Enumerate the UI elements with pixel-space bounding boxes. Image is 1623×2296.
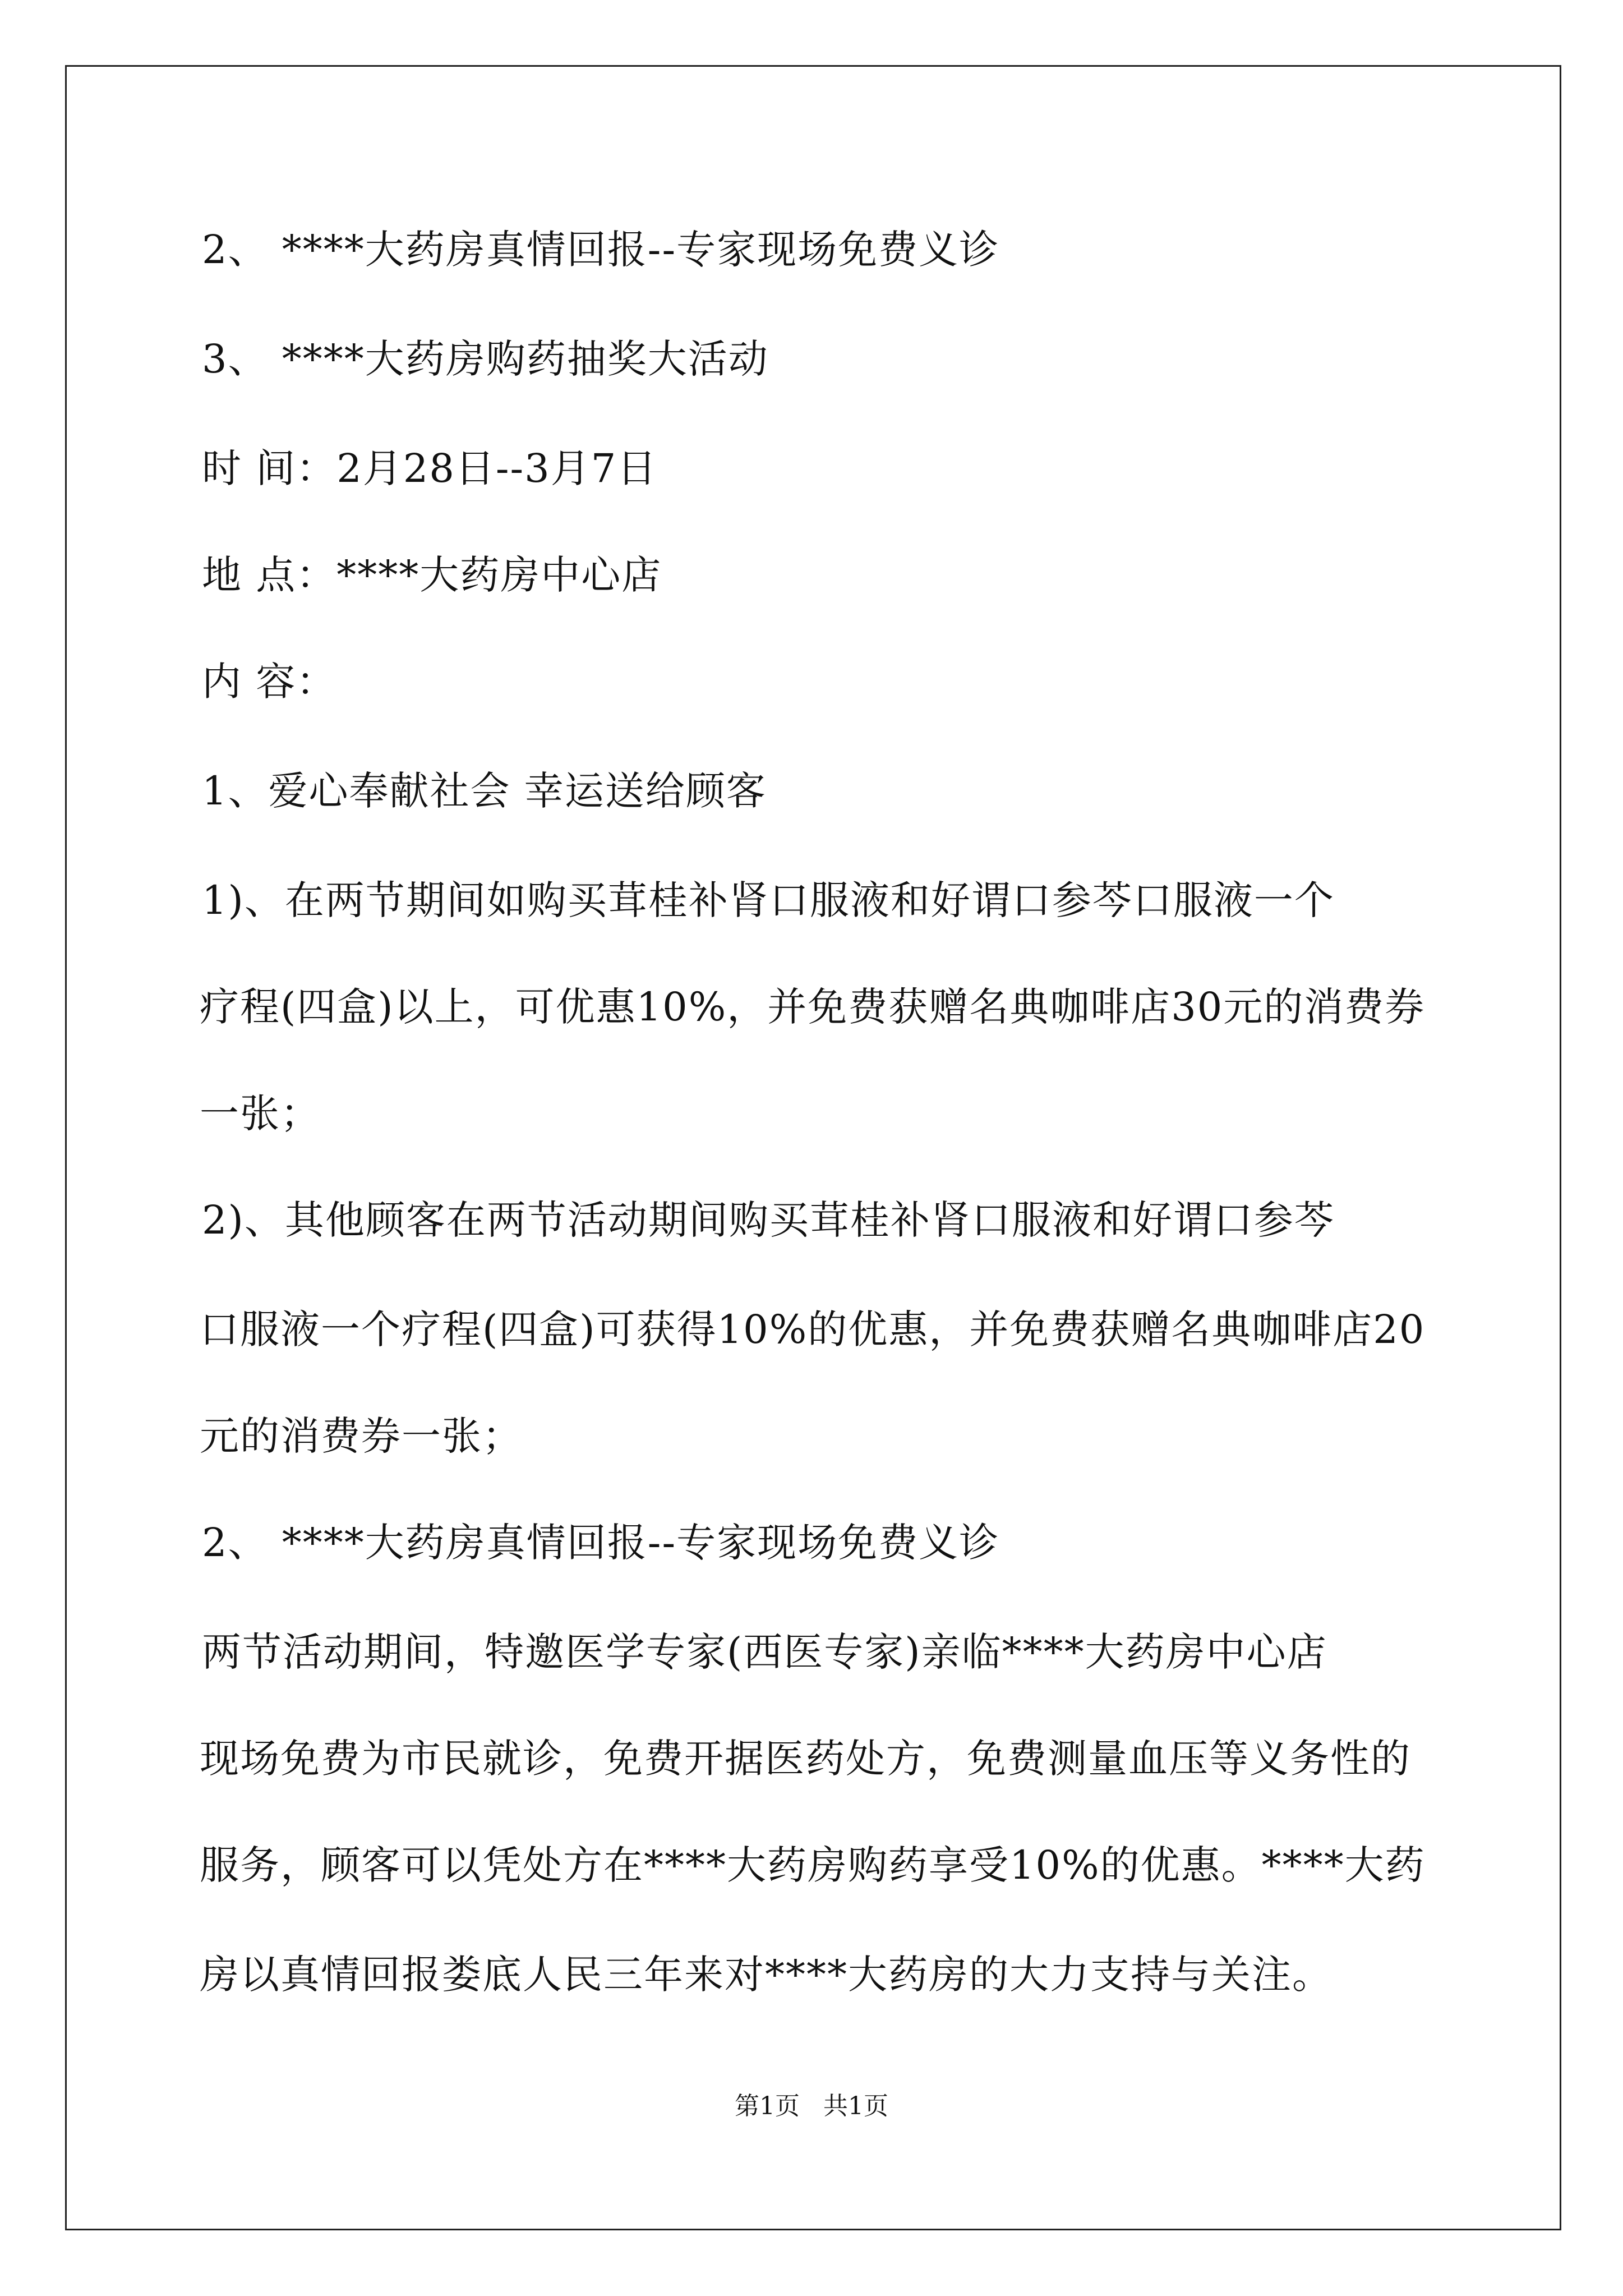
paragraph-2-line-3: 元的消费券一张； xyxy=(200,1413,523,1459)
paragraph-1-line-3: 一张； xyxy=(200,1091,321,1137)
paragraph-3-line-4: 房以真情回报娄底人民三年来对****大药房的大力支持与关注。 xyxy=(200,1952,1332,1998)
heading-item-3: 3、 ****大药房购药抽奖大活动 xyxy=(202,336,769,382)
content-label: 内 容： xyxy=(202,659,337,705)
page-border xyxy=(65,65,1561,2230)
heading-item-2-repeat: 2、 ****大药房真情回报--专家现场免费义诊 xyxy=(202,1520,1000,1566)
paragraph-2-line-2: 口服液一个疗程(四盒)可获得10%的优惠，并免费获赠名典咖啡店20 xyxy=(200,1306,1426,1352)
paragraph-3-line-2: 现场免费为市民就诊，免费开据医药处方，免费测量血压等义务性的 xyxy=(200,1736,1411,1782)
time-line: 时 间：2月28日--3月7日 xyxy=(202,445,658,491)
paragraph-3-line-1: 两节活动期间，特邀医学专家(西医专家)亲临****大药房中心店 xyxy=(202,1629,1327,1675)
paragraph-1-line-1: 1)、在两节期间如购买茸桂补肾口服液和好谓口参芩口服液一个 xyxy=(202,877,1335,923)
section-1-title: 1、爱心奉献社会 幸运送给顾客 xyxy=(202,768,767,814)
page-footer: 第1页 共1页 xyxy=(735,2092,888,2120)
paragraph-3-line-3: 服务，顾客可以凭处方在****大药房购药享受10%的优惠。****大药 xyxy=(200,1842,1426,1888)
paragraph-2-line-1: 2)、其他顾客在两节活动期间购买茸桂补肾口服液和好谓口参芩 xyxy=(202,1197,1335,1243)
location-line: 地 点：****大药房中心店 xyxy=(202,552,662,598)
paragraph-1-line-2: 疗程(四盒)以上，可优惠10%，并免费获赠名典咖啡店30元的消费券 xyxy=(200,984,1426,1030)
heading-item-2: 2、 ****大药房真情回报--专家现场免费义诊 xyxy=(202,227,1000,273)
